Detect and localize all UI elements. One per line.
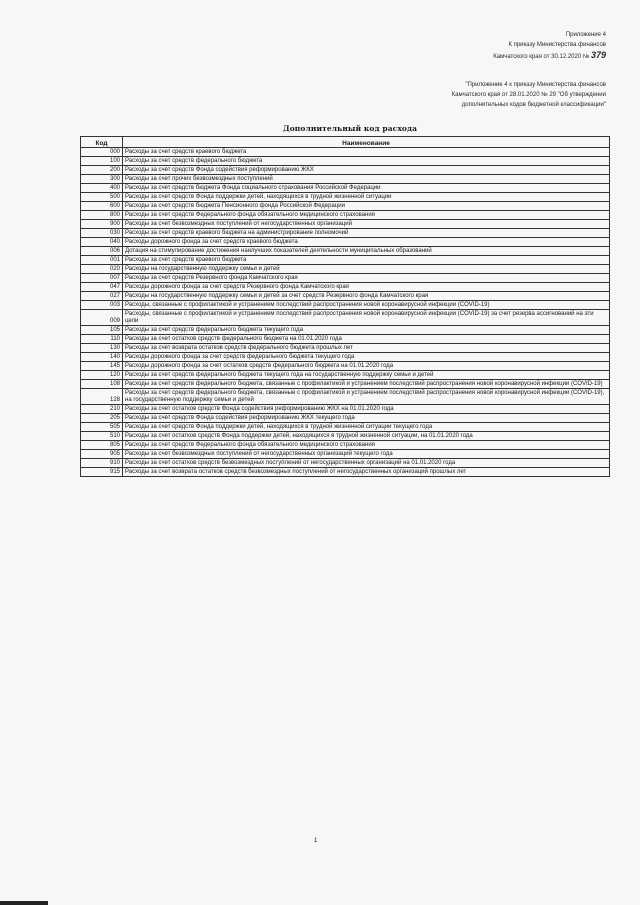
page-number: 1 (314, 838, 318, 844)
row-code: 009 (81, 310, 123, 326)
order-number: 379 (590, 50, 606, 60)
row-code: 915 (81, 468, 123, 477)
table-row (81, 405, 610, 414)
table-row (81, 247, 610, 256)
table-row (81, 148, 610, 157)
row-name: Расходы за счет средств бюджета Фонда социального страхования Российской Федерации (123, 184, 610, 193)
table-row (81, 423, 610, 432)
row-code: 105 (81, 326, 123, 335)
document-title: Дополнительный код расхода (282, 124, 418, 133)
row-name: Расходы на государственную поддержку семьи и детей за счет средств Резервного фонда Камчатского края (123, 292, 610, 301)
order-date-line (493, 50, 606, 62)
row-name: Расходы за счет остатков средств Фонда содействия реформированию ЖКХ на 01.01.2020 года (123, 405, 610, 414)
table-row (81, 310, 610, 326)
scan-artifact (0, 901, 48, 905)
row-name: Расходы за счет остатков средств федерального бюджета на 01.01.2020 года (123, 335, 610, 344)
row-name: Расходы за счет средств Фонда содействия реформированию ЖКХ (123, 166, 610, 175)
row-code: 006 (81, 247, 123, 256)
table-row (81, 353, 610, 362)
order-number-sign: № (582, 54, 590, 60)
row-name: Расходы дорожного фонда за счет остатков средств федерального бюджета на 01.01.2020 года (123, 362, 610, 371)
code-column-header: Код (81, 137, 123, 148)
row-code: 510 (81, 432, 123, 441)
row-code: 040 (81, 238, 123, 247)
table-row (81, 283, 610, 292)
row-name: Расходы за счет средств Федерального фонда обязательного медицинского страхования (123, 441, 610, 450)
row-name: Расходы за счет безвозмездных поступлений от негосударственных организаций (123, 220, 610, 229)
row-name: Расходы за счет остатков средств безвозмездных поступлений от негосударственных организаций на 01.01.2020 года (123, 459, 610, 468)
row-code: 100 (81, 157, 123, 166)
row-code: 110 (81, 335, 123, 344)
table-row (81, 193, 610, 202)
row-code: 805 (81, 441, 123, 450)
order-date: 30.12.2020 (551, 54, 582, 60)
row-name: Расходы за счет средств бюджета Пенсионного фонда Российской Федерации (123, 202, 610, 211)
row-name: Расходы дорожного фонда за счет средств Резервного фонда Камчатского края (123, 283, 610, 292)
row-name: Расходы за счет средств федерального бюджета текущего года на государственную поддержку семьи и детей (123, 371, 610, 380)
row-code: 200 (81, 166, 123, 175)
row-code: 140 (81, 353, 123, 362)
table-body (81, 148, 610, 477)
row-code: 020 (81, 265, 123, 274)
table-header-row (81, 137, 610, 148)
table-row (81, 265, 610, 274)
table-row (81, 166, 610, 175)
row-code: 130 (81, 344, 123, 353)
quoted-line-1: "Приложение 4 к приказу Министерства финансов (465, 82, 606, 88)
table-row (81, 459, 610, 468)
row-name: Расходы дорожного фонда за счет средств федерального бюджета текущего года (123, 353, 610, 362)
table-row (81, 389, 610, 405)
row-name: Расходы, связанные с профилактикой и устранением последствий распространения новой коронавирусной инфекции (COVID-19) (123, 301, 610, 310)
row-code: 108 (81, 380, 123, 389)
order-reference: К приказу Министерства финансов (508, 42, 606, 48)
row-name: Расходы за счет средств Резервного фонда Камчатского края (123, 274, 610, 283)
table-row (81, 326, 610, 335)
table-row (81, 211, 610, 220)
row-name: Расходы за счет средств федерального бюджета (123, 157, 610, 166)
row-name: Расходы за счет средств краевого бюджета (123, 256, 610, 265)
table-row (81, 301, 610, 310)
row-code: 000 (81, 148, 123, 157)
row-code: 001 (81, 256, 123, 265)
row-name: Расходы за счет возврата остатков средств федерального бюджета прошлых лет (123, 344, 610, 353)
row-name: Расходы, связанные с профилактикой и устранением последствий распространения новой коронавирусной инфекции (COVID-19) за счет резерва ассигнований на эти цели (123, 310, 610, 326)
quoted-line-3: дополнительных кодов бюджетной классификации" (461, 102, 606, 108)
appendix-header (493, 30, 606, 62)
row-name: Расходы за счет средств федерального бюджета текущего года (123, 326, 610, 335)
row-name: Расходы за счет средств краевого бюджета на администрирование полномочий (123, 229, 610, 238)
table-row (81, 256, 610, 265)
row-code: 145 (81, 362, 123, 371)
row-code: 800 (81, 211, 123, 220)
expense-code-table (80, 136, 610, 477)
table-row (81, 184, 610, 193)
row-code: 300 (81, 175, 123, 184)
row-name: Расходы за счет средств Фонда поддержки детей, находящихся в трудной жизненной ситуации текущего года (123, 423, 610, 432)
table-row (81, 371, 610, 380)
table-row (81, 468, 610, 477)
row-code: 505 (81, 423, 123, 432)
row-code: 027 (81, 292, 123, 301)
row-name: Расходы за счет остатков средств Фонда поддержки детей, находящихся в трудной жизненной ситуации, на 01.01.2020 года (123, 432, 610, 441)
order-date-prefix: Камчатского края от (493, 54, 550, 60)
row-code: 003 (81, 301, 123, 310)
name-column-header: Наименование (123, 137, 610, 148)
table-row (81, 274, 610, 283)
table-row (81, 220, 610, 229)
row-code: 205 (81, 414, 123, 423)
table-row (81, 238, 610, 247)
table-row (81, 414, 610, 423)
table-row (81, 202, 610, 211)
row-code: 030 (81, 229, 123, 238)
row-name: Расходы за счет возврата остатков средств безвозмездных поступлений от негосударственных организаций прошлых лет (123, 468, 610, 477)
row-name: Расходы на государственную поддержку семьи и детей (123, 265, 610, 274)
row-code: 047 (81, 283, 123, 292)
row-code: 210 (81, 405, 123, 414)
table-row (81, 441, 610, 450)
table-row (81, 292, 610, 301)
row-code: 600 (81, 202, 123, 211)
appendix-label: Приложение 4 (565, 32, 606, 38)
table-row (81, 362, 610, 371)
quoted-appendix-header (452, 80, 606, 110)
row-name: Расходы за счет прочих безвозмездных поступлений (123, 175, 610, 184)
row-code: 120 (81, 371, 123, 380)
table-row (81, 335, 610, 344)
table-row (81, 450, 610, 459)
quoted-line-2: Камчатского края от 28.01.2020 № 29 "Об утверждении (451, 92, 606, 98)
table-row (81, 344, 610, 353)
row-code: 007 (81, 274, 123, 283)
table-row (81, 157, 610, 166)
row-name: Дотация на стимулирование достижения наилучших показателей деятельности муниципальных образований (123, 247, 610, 256)
row-code: 905 (81, 450, 123, 459)
row-name: Расходы за счет средств Фонда содействия реформированию ЖКХ текущего года (123, 414, 610, 423)
row-name: Расходы дорожного фонда за счет средств краевого бюджета (123, 238, 610, 247)
row-code: 910 (81, 459, 123, 468)
table-row (81, 380, 610, 389)
row-code: 128 (81, 389, 123, 405)
row-name: Расходы за счет средств федерального бюджета, связанные с профилактикой и устранением последствий распространения новой коронавирусной инфекции (COVID-19) (123, 380, 610, 389)
row-code: 400 (81, 184, 123, 193)
table-row (81, 175, 610, 184)
table-row (81, 432, 610, 441)
row-name: Расходы за счет средств краевого бюджета (123, 148, 610, 157)
row-code: 900 (81, 220, 123, 229)
row-name: Расходы за счет средств Фонда поддержки детей, находящихся в трудной жизненной ситуации (123, 193, 610, 202)
row-name: Расходы за счет безвозмездных поступлений от негосударственных организаций текущего года (123, 450, 610, 459)
row-code: 500 (81, 193, 123, 202)
row-name: Расходы за счет средств федерального бюджета, связанные с профилактикой и устранением последствий распространения новой коронавирусной инфекции (COVID-19), на государственную поддержку семьи и детей (123, 389, 610, 405)
table-row (81, 229, 610, 238)
row-name: Расходы за счет средств Федерального фонда обязательного медицинского страхования (123, 211, 610, 220)
